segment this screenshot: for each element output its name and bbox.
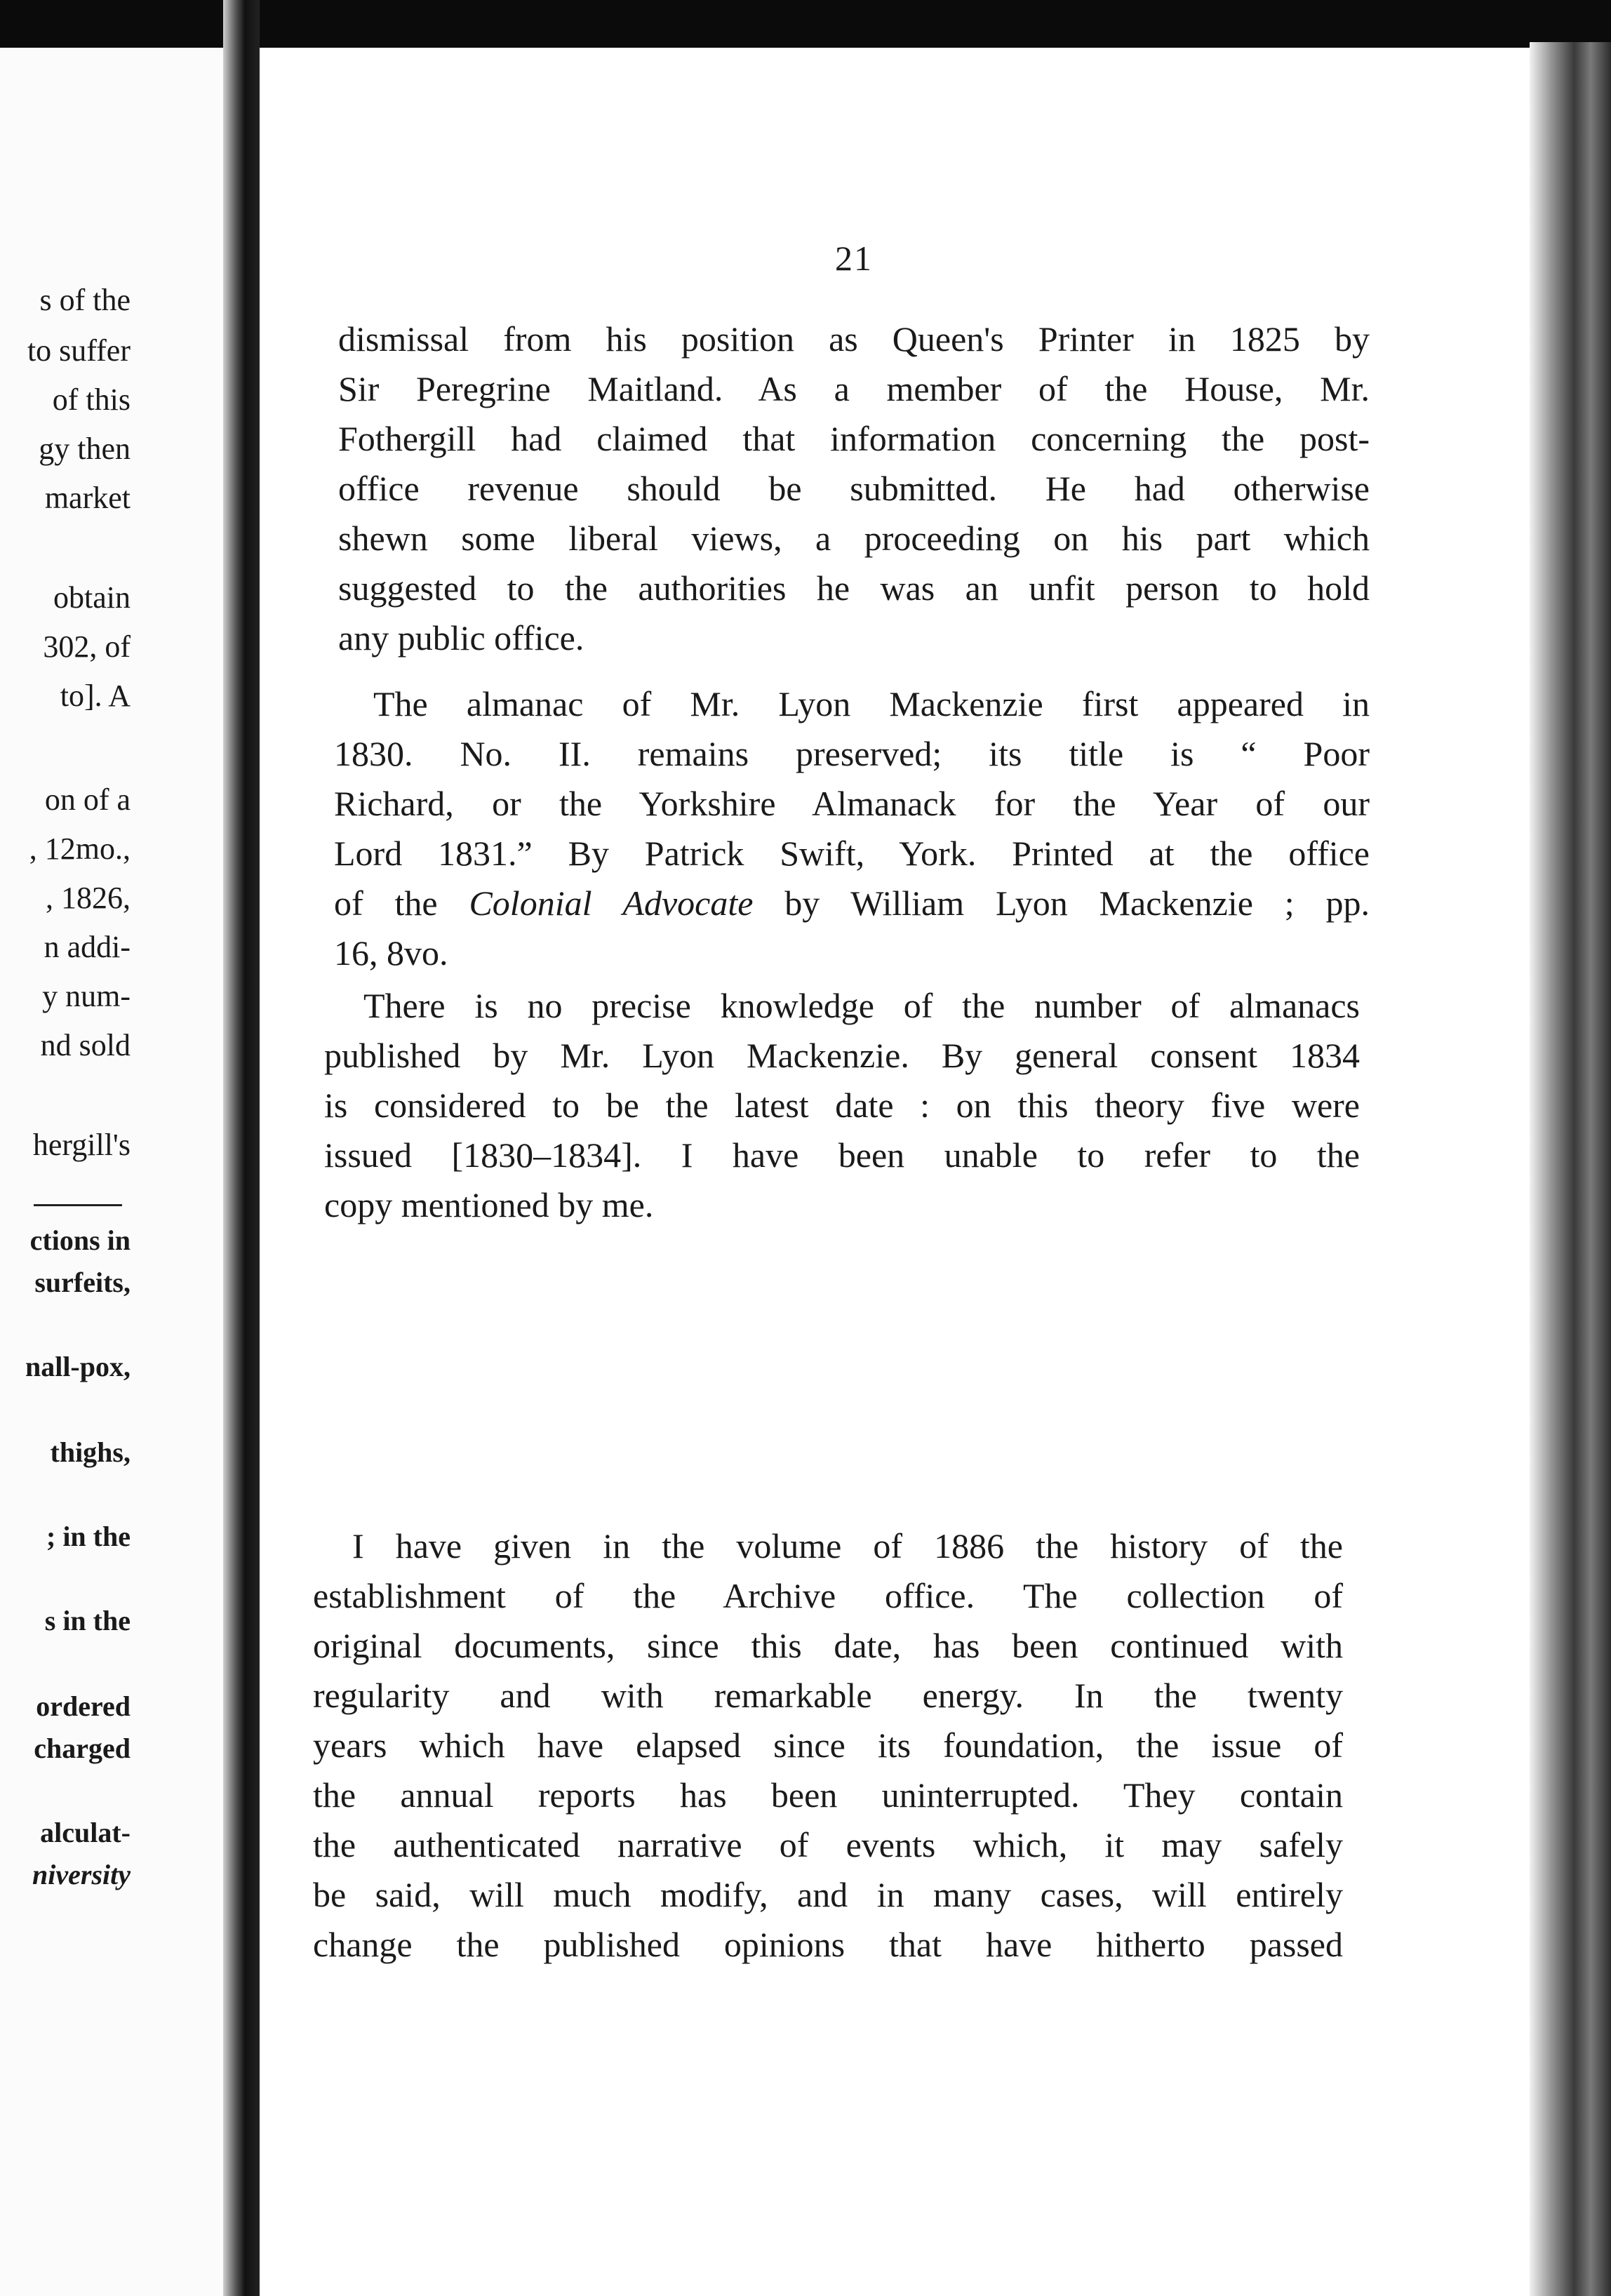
left-page-line: obtain [53, 580, 131, 615]
left-page-line: thighs, [50, 1436, 131, 1468]
text-line: the authenticated narrative of events which, it may safely [313, 1825, 1343, 1864]
text-line: the annual reports has been uninterrupted. They contain [313, 1775, 1343, 1815]
text-line: I have given in the volume of 1886 the history of the [352, 1526, 1343, 1566]
text-line: 1830. No. II. remains preserved; its title is “ Poor [334, 734, 1370, 773]
text-line: There is no precise knowledge of the number of almanacs [363, 986, 1360, 1025]
paragraph-number-of-almanacs [324, 981, 1360, 1230]
left-page-line: , 12mo., [29, 832, 131, 866]
left-page-line: ctions in [29, 1224, 131, 1256]
left-page-line: to suffer [27, 333, 131, 368]
text-line: copy mentioned by me. [324, 1185, 654, 1224]
paragraph-dismissal [338, 314, 1370, 663]
text-line: Sir Peregrine Maitland. As a member of the House, Mr. [338, 369, 1370, 408]
left-page-line: ; in the [46, 1521, 131, 1552]
text-line: published by Mr. Lyon Mackenzie. By general consent 1834 [324, 1036, 1360, 1075]
left-page-line: 302, of [43, 629, 131, 664]
left-page-line: n addi- [44, 930, 131, 964]
left-page-line: alculat- [40, 1817, 131, 1848]
text-line: 16, 8vo. [334, 933, 448, 973]
left-page-line: ordered [36, 1690, 131, 1722]
left-page-line: hergill's [32, 1128, 131, 1162]
text-line: issued [1830–1834]. I have been unable to refer to the [324, 1135, 1360, 1175]
left-page-line: charged [34, 1733, 131, 1764]
text-fragment: of the [334, 883, 469, 923]
text-line: establishment of the Archive office. The collection of [313, 1576, 1343, 1615]
book-gutter [223, 0, 260, 2296]
left-page-line: surfeits, [34, 1267, 131, 1298]
left-page-line: market [44, 481, 131, 515]
text-line: years which have elapsed since its foundation, the issue of [313, 1726, 1343, 1765]
text-line: regularity and with remarkable energy. In the twenty [313, 1676, 1343, 1715]
text-line: The almanac of Mr. Lyon Mackenzie first appeared in [373, 684, 1370, 723]
left-page-line: on of a [44, 782, 131, 817]
text-line: dismissal from his position as Queen's Printer in 1825 by [338, 319, 1370, 359]
text-line: Lord 1831.” By Patrick Swift, York. Printed at the office [334, 834, 1370, 873]
left-page-line: , 1826, [46, 881, 131, 915]
text-line: any public office. [338, 618, 584, 658]
page-stack-edge [1530, 42, 1611, 2296]
left-page-line: y num- [42, 979, 131, 1013]
left-page-line: s of the [39, 283, 131, 317]
text-line: change the published opinions that have hitherto passed [313, 1925, 1343, 1964]
left-page-line: niversity [32, 1859, 131, 1890]
left-page-line: to]. A [60, 679, 131, 713]
text-line: original documents, since this date, has been continued with [313, 1626, 1343, 1665]
left-page-line: of this [52, 382, 131, 417]
left-page-line: s in the [44, 1605, 131, 1636]
text-line: is considered to be the latest date : on this theory five were [324, 1086, 1360, 1125]
text-line: office revenue should be submitted. He had otherwise [338, 469, 1370, 508]
newspaper-title: Colonial Advocate [469, 883, 754, 923]
text-line: be said, will much modify, and in many cases, will entirely [313, 1875, 1343, 1914]
text-line: Fothergill had claimed that information concerning the post- [338, 419, 1370, 458]
text-line: Richard, or the Yorkshire Almanack for the Year of our [334, 784, 1370, 823]
paragraph-archive-office [313, 1521, 1343, 1970]
left-page-line: nd sold [40, 1028, 131, 1062]
left-page-line: nall-pox, [25, 1351, 131, 1382]
footnote-rule [34, 1204, 122, 1206]
text-line: shewn some liberal views, a proceeding on his part which [338, 519, 1370, 558]
text-line: suggested to the authorities he was an unfit person to hold [338, 568, 1370, 608]
paragraph-almanac [334, 679, 1370, 978]
page-number: 21 [835, 239, 873, 278]
left-page-line: gy then [39, 432, 131, 466]
left-page [0, 48, 223, 2296]
text-fragment: by William Lyon Mackenzie ; pp. [753, 883, 1370, 923]
text-line [334, 879, 1370, 928]
